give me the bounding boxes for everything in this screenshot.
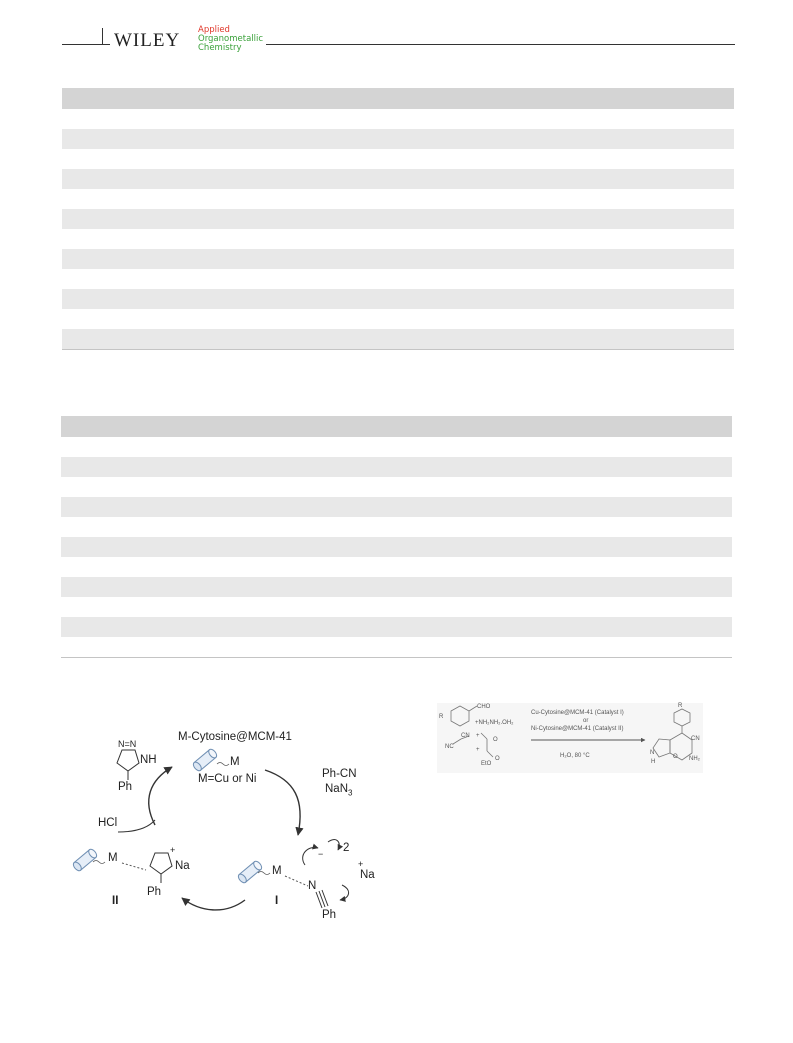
journal-line-1: Applied [198, 25, 230, 35]
int1-n: N [308, 880, 317, 892]
table-row [62, 229, 734, 249]
conditions-label: H₂O, 80 °C [560, 753, 590, 759]
table-row [62, 109, 734, 129]
product-h: H [651, 759, 656, 765]
int2-ph: Ph [147, 886, 162, 898]
product-nh2: NH₂ [689, 756, 700, 762]
catalyst-support-icon [192, 748, 218, 772]
int1-metal: M [272, 865, 282, 877]
product-o: O [673, 754, 678, 760]
aldehyde-label: CHO [477, 704, 491, 710]
catalyst-2-label: Ni-Cytosine@MCM-41 (Catalyst II) [531, 726, 624, 732]
journal-name [198, 26, 263, 52]
tetrazole-ring-label: N=N [118, 739, 137, 749]
int1-na: Na [360, 869, 375, 881]
table-row [62, 129, 734, 149]
header-tick [102, 28, 103, 45]
plus-sign-2: + [476, 747, 480, 753]
running-header [62, 22, 735, 54]
int1-two: 2 [343, 842, 350, 854]
table-row [61, 477, 732, 497]
table-row [61, 537, 732, 557]
int2-plus: + [170, 845, 176, 855]
catalyst-1-label: Cu-Cytosine@MCM-41 (Catalyst I) [531, 710, 624, 716]
malononitrile-cn: CN [461, 733, 470, 739]
table-row [62, 269, 734, 289]
cycle-arrow-bottom [182, 898, 245, 910]
product-n: N [650, 750, 655, 756]
catalyst-support-icon [72, 848, 98, 872]
table-row [62, 329, 734, 349]
int1-plus: + [358, 859, 364, 869]
cycle-arrow-left [149, 767, 172, 825]
reagent-azide: NaN$_3$ [325, 783, 353, 798]
table-row [61, 437, 732, 457]
table-header-row [61, 416, 732, 437]
tetrazole-nh: NH [140, 754, 157, 766]
int2-metal: M [108, 852, 118, 864]
tetrazole-catalytic-cycle [60, 720, 390, 930]
hydrazine-label: +NH₂NH₂.OH₂ [475, 720, 514, 726]
tetrazole-ph: Ph [118, 781, 133, 793]
reagent-nitrile: Ph-CN [322, 768, 357, 780]
int1-minus: − [318, 849, 324, 859]
table-row [61, 577, 732, 597]
metal-label: M [230, 756, 240, 768]
table-row [62, 289, 734, 309]
table-row [61, 457, 732, 477]
product-r: R [678, 703, 683, 709]
table-row [61, 597, 732, 617]
journal-line-3: Chemistry [198, 42, 242, 53]
table-bottom-rule [61, 657, 732, 658]
table-row [61, 517, 732, 537]
table-row [61, 497, 732, 517]
ester-o-1: O [493, 737, 498, 743]
intermediate-i-label: I [275, 895, 279, 907]
malononitrile-nc: NC [445, 744, 454, 750]
table-row [62, 169, 734, 189]
int1-ph: Ph [322, 909, 337, 921]
table-row [61, 637, 732, 657]
or-label: or [583, 718, 589, 724]
ester-eto: EtO [481, 761, 492, 767]
table-row [62, 209, 734, 229]
table-row [62, 149, 734, 169]
table-row [62, 189, 734, 209]
table-header-row [62, 88, 734, 109]
pyranopyrazole-synthesis-scheme [437, 703, 703, 773]
intermediate-ii-label: II [112, 895, 119, 907]
metal-definition: M=Cu or Ni [198, 773, 257, 785]
product-cn: CN [691, 736, 700, 742]
cycle-arrow-right [265, 770, 300, 835]
table-row [61, 617, 732, 637]
table-row [62, 249, 734, 269]
int2-na: Na [175, 860, 190, 872]
journal-line-2: Organometallic [198, 33, 264, 44]
table-row [62, 309, 734, 329]
plus-sign-1: + [476, 733, 480, 739]
data-table-1 [62, 88, 734, 350]
ester-o-2: O [495, 756, 500, 762]
data-table-2 [61, 416, 732, 658]
catalyst-title: M-Cytosine@MCM-41 [178, 731, 292, 743]
table-row [61, 557, 732, 577]
table-bottom-rule [62, 349, 734, 350]
acid-label: HCl [98, 817, 118, 829]
publisher-logo: WILEY [114, 30, 181, 51]
r-group-label: R [439, 714, 444, 720]
